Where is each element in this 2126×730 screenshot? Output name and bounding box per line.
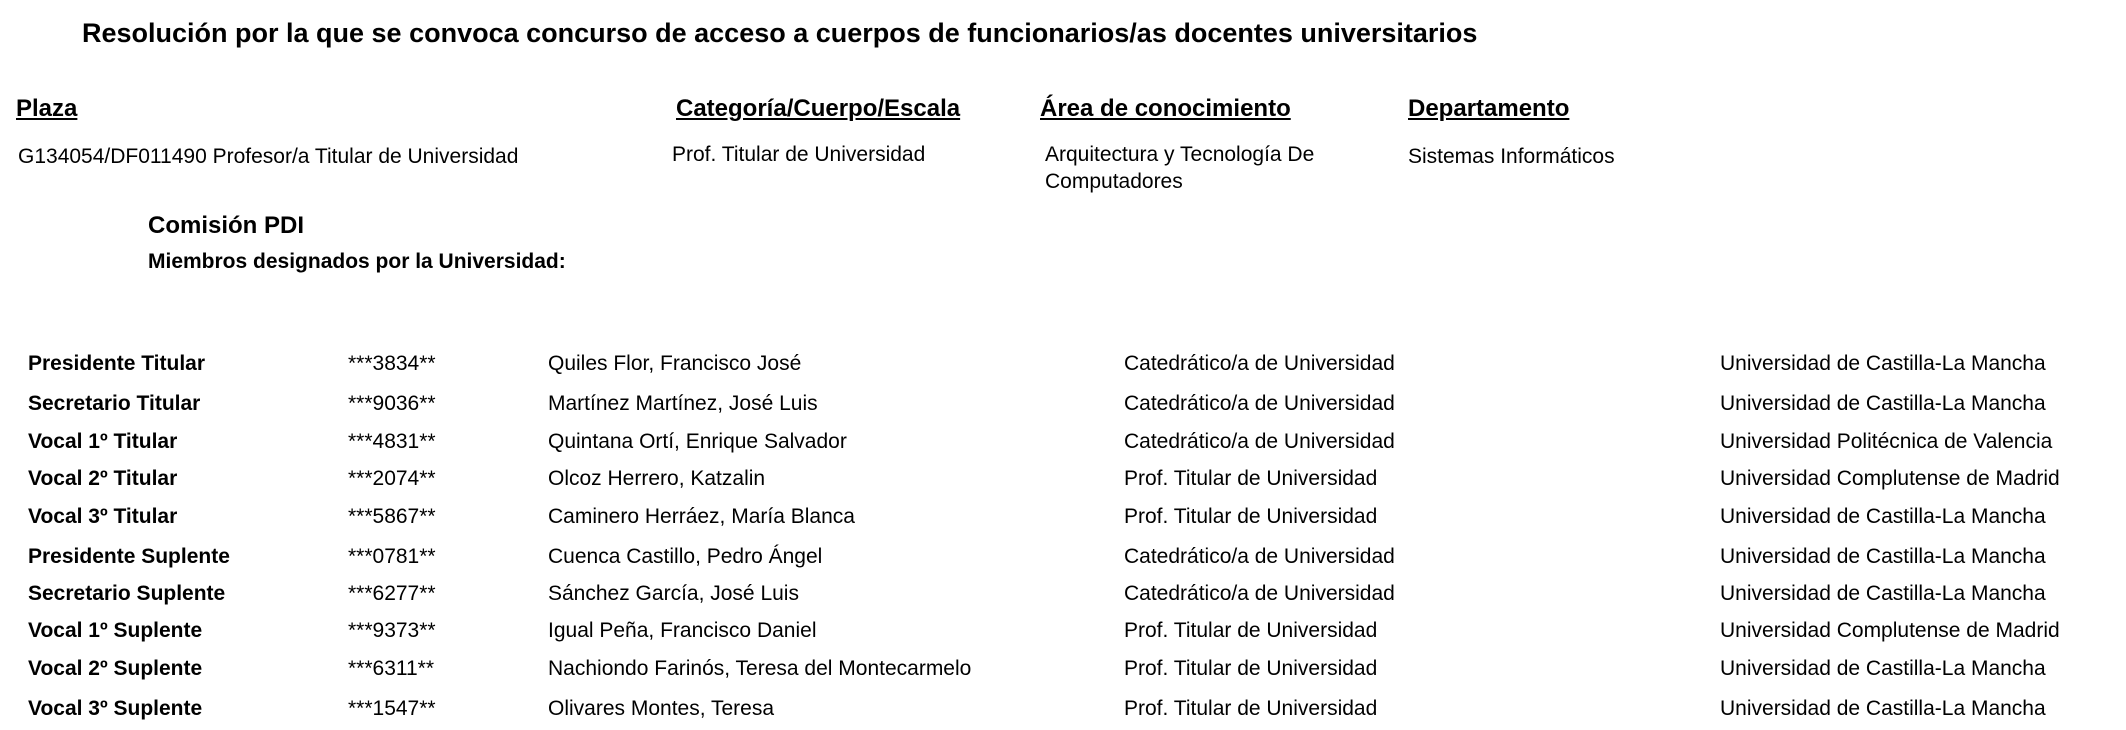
member-name: Olivares Montes, Teresa: [548, 697, 775, 720]
categoria-value: Prof. Titular de Universidad: [672, 143, 926, 166]
member-name: Sánchez García, José Luis: [548, 582, 799, 605]
header-categoria: Categoría/Cuerpo/Escala: [676, 95, 961, 122]
member-name: Quiles Flor, Francisco José: [548, 352, 802, 375]
member-category: Prof. Titular de Universidad: [1124, 467, 1378, 490]
commission-title: Comisión PDI: [148, 212, 305, 239]
member-id: ***9373**: [348, 619, 436, 642]
member-name: Caminero Herráez, María Blanca: [548, 505, 855, 528]
member-name: Igual Peña, Francisco Daniel: [548, 619, 817, 642]
member-role: Vocal 1º Suplente: [28, 619, 203, 642]
member-university: Universidad de Castilla-La Mancha: [1720, 657, 2046, 680]
member-university: Universidad Complutense de Madrid: [1720, 619, 2060, 642]
member-role: Vocal 1º Titular: [28, 430, 178, 453]
member-university: Universidad de Castilla-La Mancha: [1720, 352, 2046, 375]
member-university: Universidad de Castilla-La Mancha: [1720, 697, 2046, 720]
member-category: Catedrático/a de Universidad: [1124, 545, 1395, 568]
member-id: ***6311**: [348, 657, 435, 680]
member-id: ***1547**: [348, 697, 436, 720]
member-role: Secretario Suplente: [28, 582, 226, 605]
member-category: Prof. Titular de Universidad: [1124, 505, 1378, 528]
header-departamento: Departamento: [1408, 95, 1570, 122]
area-value: [1045, 141, 1314, 195]
member-category: Prof. Titular de Universidad: [1124, 619, 1378, 642]
member-name: Olcoz Herrero, Katzalin: [548, 467, 766, 490]
member-university: Universidad Complutense de Madrid: [1720, 467, 2060, 490]
member-role: Vocal 2º Titular: [28, 467, 178, 490]
member-category: Prof. Titular de Universidad: [1124, 697, 1378, 720]
member-category: Catedrático/a de Universidad: [1124, 352, 1395, 375]
area-value-line1: Arquitectura y Tecnología De: [1045, 143, 1315, 166]
member-category: Catedrático/a de Universidad: [1124, 392, 1395, 415]
member-university: Universidad de Castilla-La Mancha: [1720, 505, 2046, 528]
member-role: Presidente Titular: [28, 352, 206, 375]
member-role: Presidente Suplente: [28, 545, 230, 568]
header-area: Área de conocimiento: [1040, 95, 1291, 122]
member-university: Universidad Politécnica de Valencia: [1720, 430, 2053, 453]
plaza-value: G134054/DF011490 Profesor/a Titular de Universidad: [18, 145, 519, 168]
member-id: ***6277**: [348, 582, 436, 605]
member-id: ***2074**: [348, 467, 436, 490]
member-name: Quintana Ortí, Enrique Salvador: [548, 430, 847, 453]
document-title: Resolución por la que se convoca concurso de acceso a cuerpos de funcionarios/as docentes universitarios: [82, 18, 1478, 48]
commission-subtitle: Miembros designados por la Universidad:: [148, 250, 566, 273]
member-id: ***0781**: [348, 545, 436, 568]
area-value-line2: Computadores: [1045, 170, 1183, 193]
member-name: Cuenca Castillo, Pedro Ángel: [548, 545, 823, 568]
member-category: Catedrático/a de Universidad: [1124, 582, 1395, 605]
header-plaza: Plaza: [16, 95, 78, 122]
member-name: Nachiondo Farinós, Teresa del Montecarmelo: [548, 657, 972, 680]
member-id: ***4831**: [348, 430, 436, 453]
member-role: Vocal 3º Titular: [28, 505, 178, 528]
member-id: ***3834**: [348, 352, 436, 375]
member-category: Prof. Titular de Universidad: [1124, 657, 1378, 680]
departamento-value: Sistemas Informáticos: [1408, 145, 1615, 168]
member-id: ***9036**: [348, 392, 436, 415]
member-role: Secretario Titular: [28, 392, 201, 415]
member-role: Vocal 3º Suplente: [28, 697, 203, 720]
member-role: Vocal 2º Suplente: [28, 657, 203, 680]
member-name: Martínez Martínez, José Luis: [548, 392, 818, 415]
member-category: Catedrático/a de Universidad: [1124, 430, 1395, 453]
member-university: Universidad de Castilla-La Mancha: [1720, 392, 2046, 415]
member-university: Universidad de Castilla-La Mancha: [1720, 582, 2046, 605]
member-id: ***5867**: [348, 505, 436, 528]
member-university: Universidad de Castilla-La Mancha: [1720, 545, 2046, 568]
